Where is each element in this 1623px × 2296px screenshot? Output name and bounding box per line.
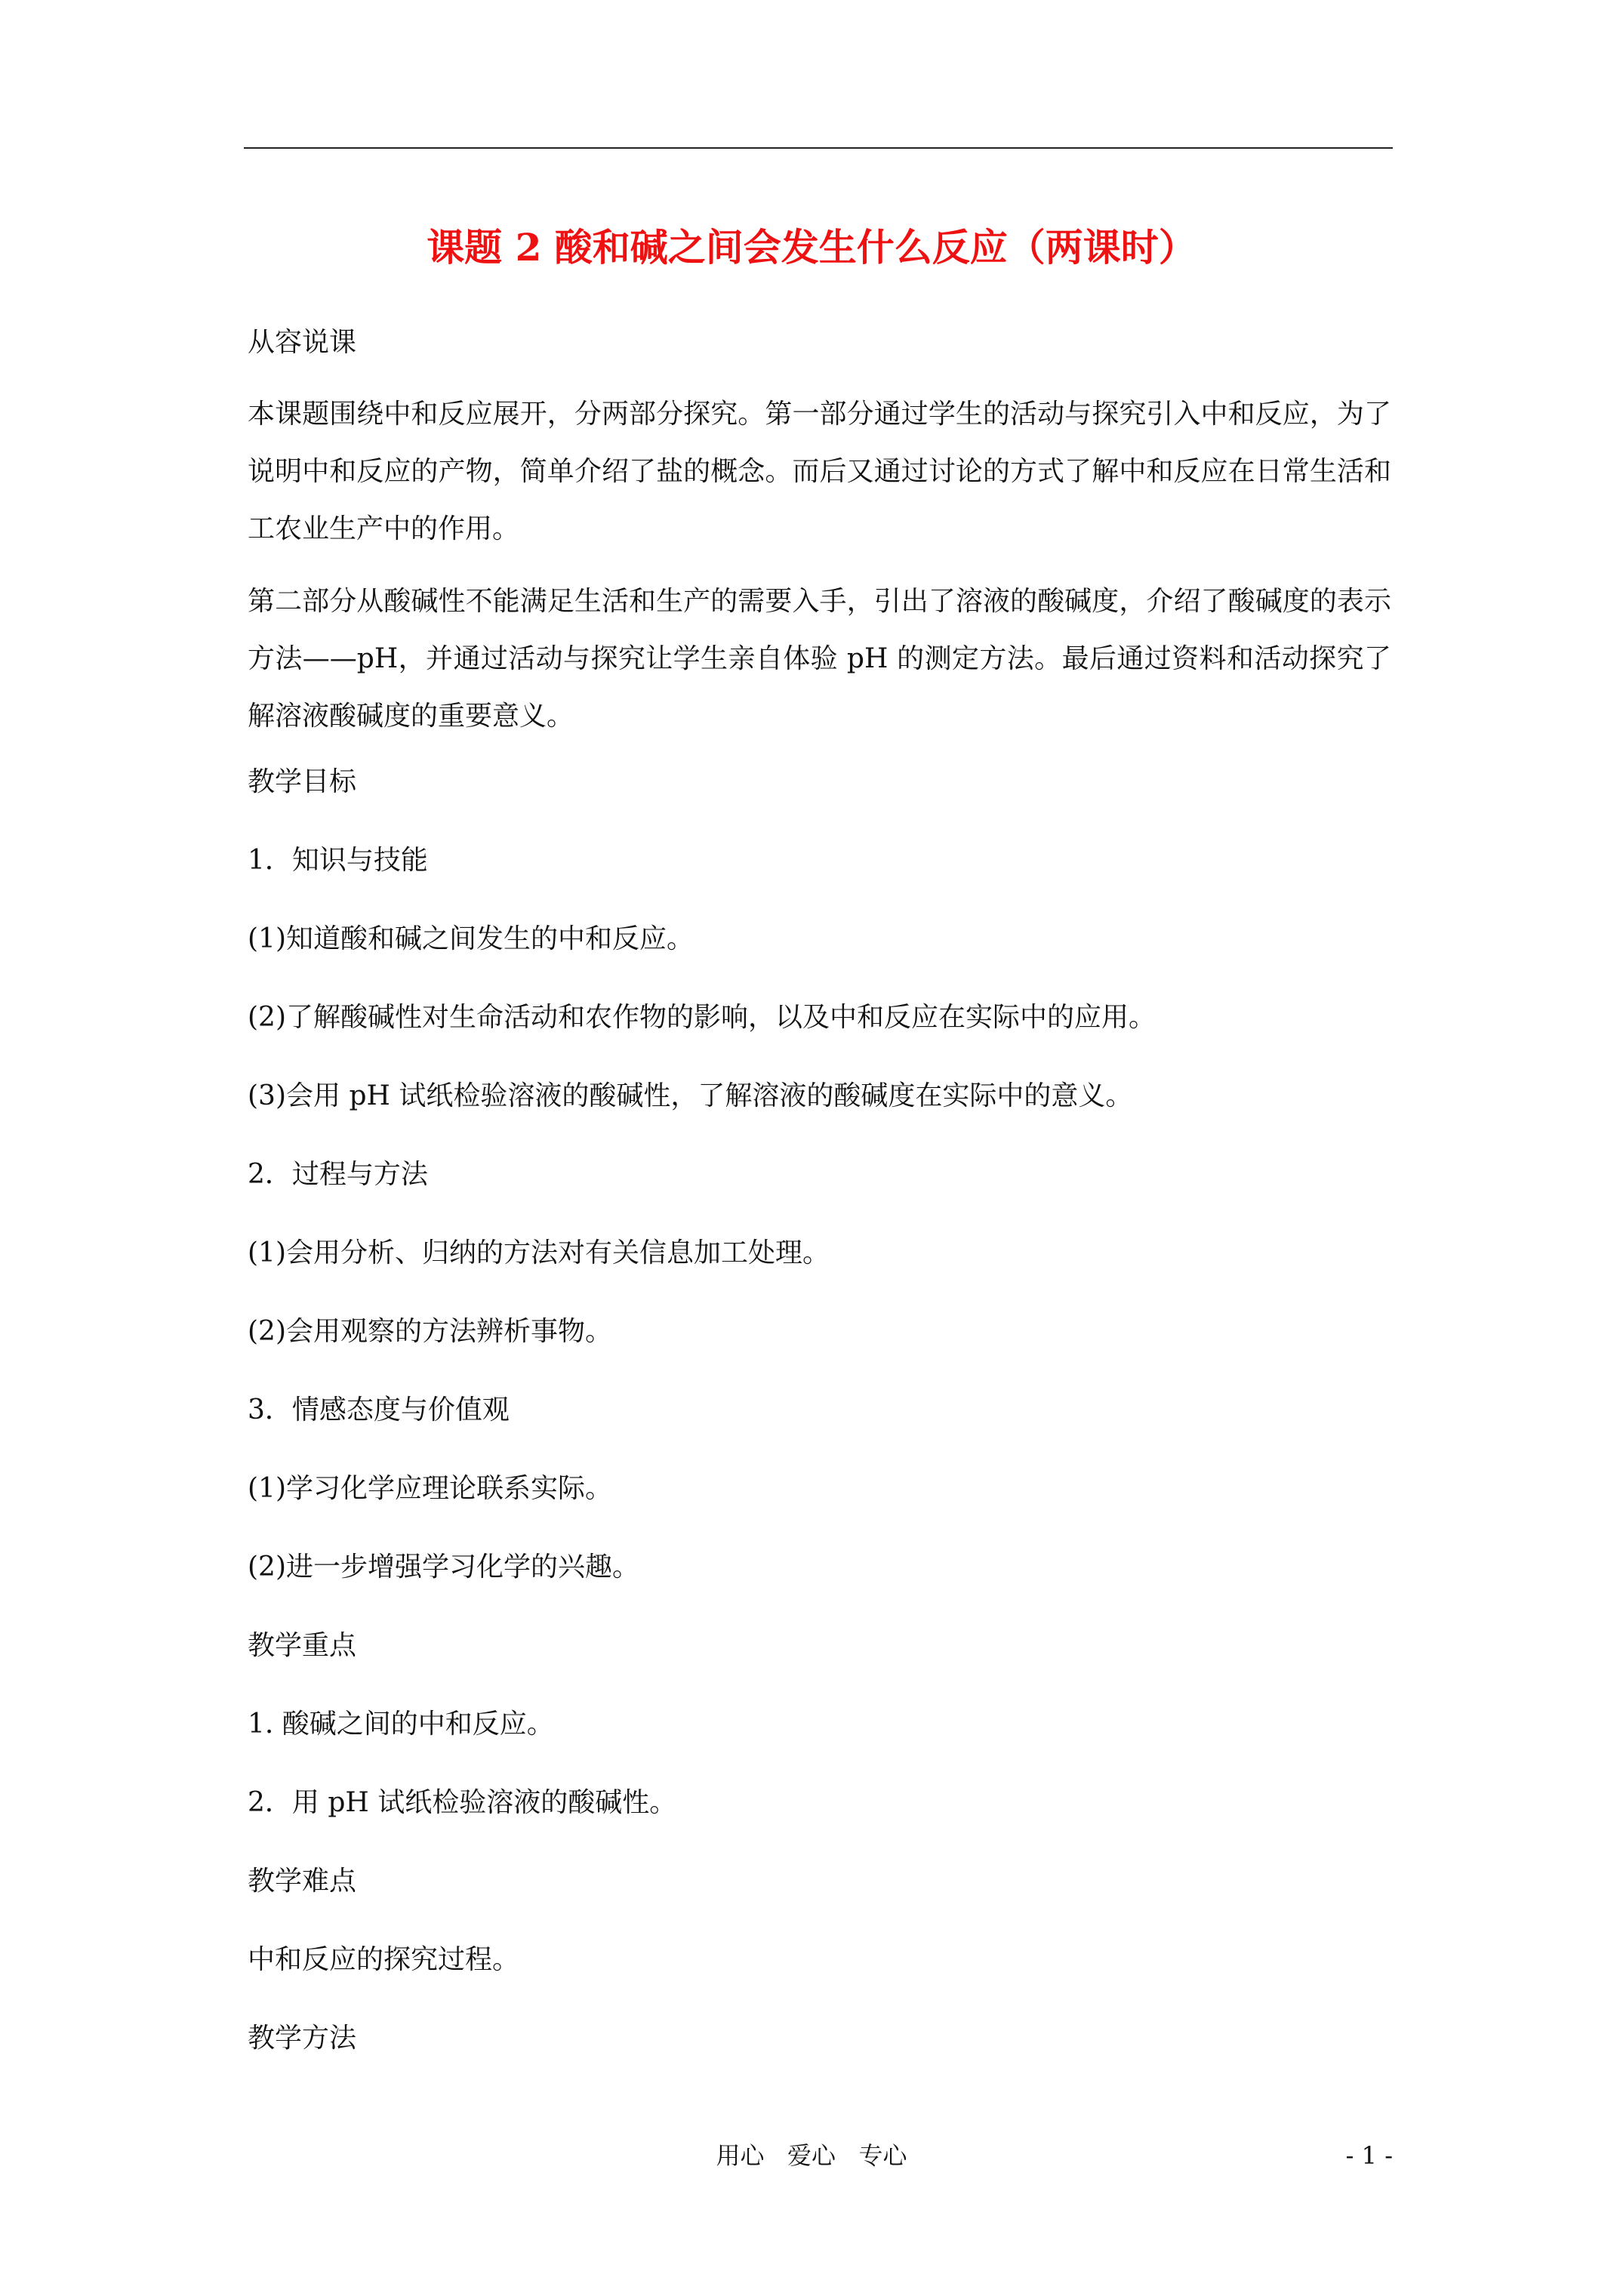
- goals-attitude-heading: 3．情感态度与价值观: [248, 1395, 510, 1425]
- goals-knowledge-item-3: (3)会用 pH 试纸检验溶液的酸碱性，了解溶液的酸碱度在实际中的意义。: [248, 1080, 1133, 1111]
- goals-heading: 教学目标: [248, 766, 357, 797]
- footer-motto: 用心 爱心 专心: [716, 2141, 907, 2170]
- key-points-heading: 教学重点: [248, 1630, 357, 1661]
- header-rule: [244, 147, 1393, 149]
- goals-process-heading: 2．过程与方法: [248, 1159, 428, 1190]
- key-point-2: 2．用 pH 试纸检验溶液的酸碱性。: [248, 1787, 677, 1818]
- goals-attitude-item-2: (2)进一步增强学习化学的兴趣。: [248, 1552, 639, 1583]
- difficulty-item-1: 中和反应的探究过程。: [248, 1944, 520, 1975]
- intro-heading: 从容说课: [248, 327, 357, 358]
- goals-knowledge-item-1: (1)知道酸和碱之间发生的中和反应。: [248, 923, 694, 954]
- goals-knowledge-item-2: (2)了解酸碱性对生命活动和农作物的影响，以及中和反应在实际中的应用。: [248, 1002, 1156, 1033]
- intro-paragraph-2: 第二部分从酸碱性不能满足生活和生产的需要入手，引出了溶液的酸碱度，介绍了酸碱度的表示方法——pH，并通过活动与探究让学生亲自体验 pH 的测定方法。最后通过资料和活动探究了解溶液酸碱度的重要意义。: [248, 586, 1391, 732]
- document-body: [248, 321, 1391, 2060]
- goals-attitude-item-1: (1)学习化学应理论联系实际。: [248, 1473, 612, 1504]
- goals-process-item-1: (1)会用分析、归纳的方法对有关信息加工处理。: [248, 1237, 830, 1268]
- difficulty-heading: 教学难点: [248, 1866, 357, 1897]
- goals-process-item-2: (2)会用观察的方法辨析事物。: [248, 1316, 612, 1347]
- method-heading: 教学方法: [248, 2023, 357, 2054]
- document-title: 课题 2 酸和碱之间会发生什么反应（两课时）: [427, 225, 1196, 270]
- goals-knowledge-heading: 1．知识与技能: [248, 845, 428, 876]
- page-number: - 1 -: [1345, 2141, 1393, 2170]
- intro-paragraph-1: 本课题围绕中和反应展开，分两部分探究。第一部分通过学生的活动与探究引入中和反应，为了说明中和反应的产物，简单介绍了盐的概念。而后又通过讨论的方式了解中和反应在日常生活和工农业生产中的作用。: [248, 399, 1391, 544]
- key-point-1: 1. 酸碱之间的中和反应。: [248, 1709, 554, 1740]
